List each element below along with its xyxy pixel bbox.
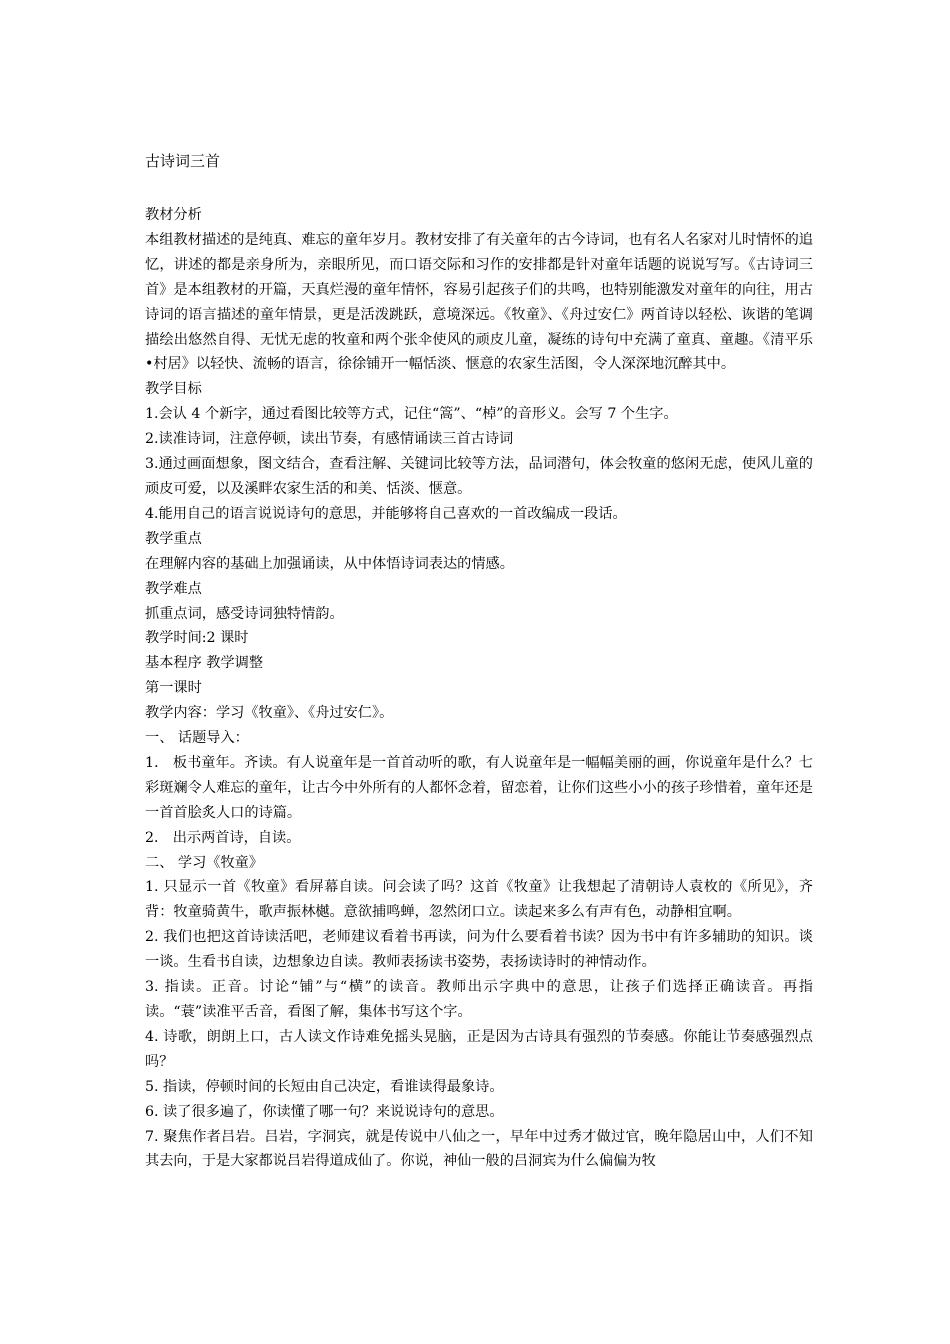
heading-teaching-goals: 教学目标 [145,381,202,398]
basic-procedure: 基本程序 教学调整 [145,655,264,672]
document-body [145,203,813,1174]
intro-item-1: 1． 板书童年。齐读。有人说童年是一首首动听的歌，有人说童年是一幅幅美丽的画，你说童年是什么？七彩斑斓令人难忘的童年，让古今中外所有的人都怀念着，留恋着，让你们这些小小的孩子珍惜着，童年还是一首首脍炙人口的诗篇。 [145,754,813,821]
mutong-item-3: 3. 指读。正音。讨论“铺”与“横”的读音。教师出示字典中的意思，让孩子们选择正确读音。再指读。“蓑”读准平舌音，看图了解，集体书写这个字。 [145,979,813,1020]
mutong-item-6: 6. 读了很多遍了，你读懂了哪一句？来说说诗句的意思。 [145,1103,504,1120]
teaching-time: 教学时间:2 课时 [145,630,249,647]
goal-item-3: 3.通过画面想象，图文结合，查看注解、关键词比较等方法，品词潜句，体会牧童的悠闲无虑，使风儿童的顽皮可爱，以及溪畔农家生活的和美、恬淡、惬意。 [145,456,813,497]
goal-item-4: 4.能用自己的语言说说诗句的意思，并能够将自己喜欢的一首改编成一段话。 [145,505,627,522]
mutong-item-1: 1. 只显示一首《牧童》看屏幕自读。问会读了吗？这首《牧童》让我想起了清朝诗人袁枚的《所见》，齐背：牧童骑黄牛，歌声振林樾。意欲捕鸣蝉，忽然闭口立。读起来多么有声有色，动静相宜啊。 [145,879,813,921]
document-title: 古诗词三首 [145,152,221,170]
section-topic-intro: 一、 话题导入： [145,730,249,747]
heading-material-analysis: 教材分析 [145,207,202,223]
heading-teaching-difficulty: 教学难点 [145,580,202,597]
heading-first-lesson: 第一课时 [145,680,202,697]
section-study-mutong: 二、 学习《牧童》 [145,854,264,871]
intro-item-2: 2． 出示两首诗，自读。 [145,829,301,846]
mutong-item-5: 5. 指读，停顿时间的长短由自己决定，看谁读得最象诗。 [145,1078,504,1095]
mutong-item-4: 4. 诗歌，朗朗上口，古人读文作诗难免摇头晃脑，正是因为古诗具有强烈的节奏感。你能让节奏感强烈点吗？ [145,1028,813,1070]
paragraph-teaching-difficulty: 抓重点词，感受诗词独特情韵。 [145,605,344,622]
mutong-item-2: 2. 我们也把这首诗读活吧，老师建议看着书再读，问为什么要看着书读？因为书中有许多辅助的知识。谈一谈。生看书自读，边想象边自读。教师表扬读书姿势，表扬读诗时的神情动作。 [145,929,813,971]
paragraph-material-analysis: 本组教材描述的是纯真、难忘的童年岁月。教材安排了有关童年的古今诗词，也有名人名家对儿时情怀的追忆，讲述的都是亲身所为，亲眼所见，而口语交际和习作的安排都是针对童年话题的说说写写。《古诗词三首》是本组教材的开篇，天真烂漫的童年情怀，容易引起孩子们的共鸣，也特别能激发对童年的向往，用古诗词的语言描述的童年情景，更是活泼跳跃，意境深远。《牧童》、《舟过安仁》两首诗以轻松、诙谐的笔调描绘出悠然自得、无忧无虑的牧童和两个张伞使风的顽皮儿童，凝练的诗句中充满了童真、童趣。《清平乐•村居》以轻快、流畅的语言，徐徐铺开一幅恬淡、惬意的农家生活图，令人深深地沉醉其中。 [145,231,813,373]
heading-teaching-focus: 教学重点 [145,530,202,547]
paragraph-teaching-focus: 在理解内容的基础上加强诵读，从中体悟诗词表达的情感。 [145,555,514,572]
goal-item-1: 1.会认 4 个新字，通过看图比较等方式，记住“篙”、“棹”的音形义。会写 7 个生字。 [145,406,678,423]
teaching-content: 教学内容：学习《牧童》、《舟过安仁》。 [145,705,394,722]
goal-item-2: 2.读准诗词，注意停顿，读出节奏，有感情诵读三首古诗词 [145,431,514,448]
mutong-item-7: 7. 聚焦作者吕岩。吕岩，字洞宾，就是传说中八仙之一，早年中过秀才做过官，晚年隐居山中，人们不知其去向，于是大家都说吕岩得道成仙了。你说，神仙一般的吕洞宾为什么偏偏为牧 [145,1128,813,1170]
